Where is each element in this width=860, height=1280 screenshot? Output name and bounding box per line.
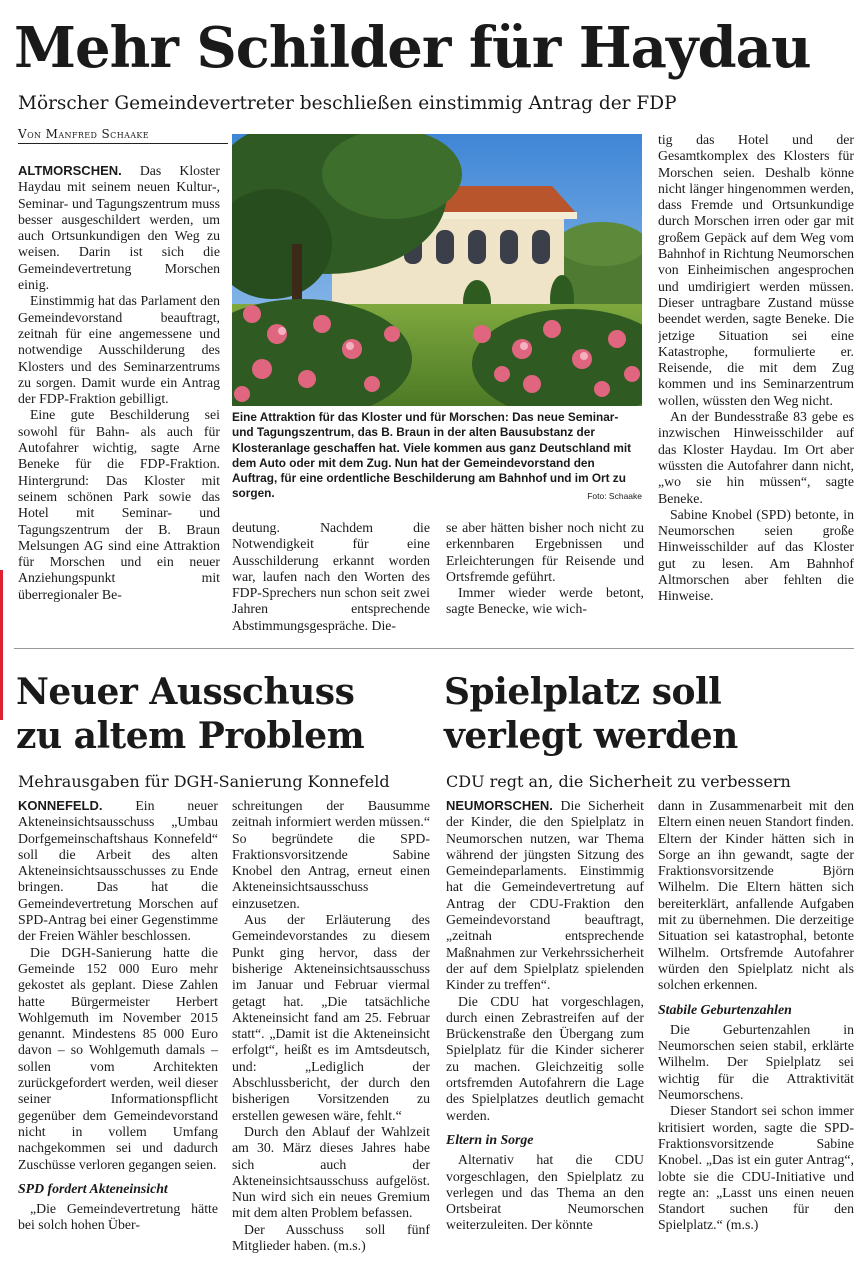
article3-column-2 bbox=[658, 798, 854, 1273]
article1-column-3 bbox=[446, 520, 644, 635]
headline-line: verlegt werden bbox=[444, 715, 738, 757]
paragraph bbox=[18, 798, 218, 945]
headline-line: Spielplatz soll bbox=[444, 671, 722, 713]
paragraph: Aus der Erläuterung des Gemeindevorstandes zu diesem Punkt ging hervor, dass der bisherige Akteneinsichtsausschuss im Januar und Februar viermal getagt hat. „Die tatsächliche Akteneinsicht fand am 25. Februar statt“. „Damit ist die Akteneinsicht erfolgt“, heißt es im Amtsdeutsch, und: „Lediglich der Abschlussbericht, der durch den bisherigen Vorsitzenden zu erstellen gewesen wäre, fehlt.“ bbox=[232, 912, 430, 1123]
article2-subhead: SPD fordert Akteneinsicht bbox=[18, 1180, 168, 1196]
article2-subheadline: Mehrausgaben für DGH-Sanierung Konnefeld bbox=[18, 772, 390, 791]
article2-column-1 bbox=[18, 798, 218, 1273]
photo-caption bbox=[232, 410, 642, 505]
article3-subheadline: CDU regt an, die Sicherheit zu verbessern bbox=[446, 772, 791, 791]
headline-line: zu altem Problem bbox=[16, 715, 365, 757]
paragraph-text: Die Sicherheit der Kinder, die den Spielplatz in Neumorschen nutzen, war Thema während der jüngsten Sitzung des Gemeindeparlaments. Einstimmig hat die Gemeindevertretung auf Antrag der CDU-Fraktion den Gemeindevorstand beauftragt, „zeitnah entsprechende Maßnahmen zur Verkehrssicherheit der auf dem Spielplatz spielenden Kinder zu treffen“. bbox=[446, 798, 644, 993]
paragraph: Alternativ hat die CDU vorgeschlagen, den Spielplatz zu verlegen und das Thema an den Ortsbeirat Neumorschen weiterzuleiten. Der könnte bbox=[446, 1152, 644, 1233]
paragraph bbox=[18, 163, 220, 293]
article1-byline: Von Manfred Schaake bbox=[18, 127, 228, 144]
photo-credit: Foto: Schaake bbox=[587, 491, 642, 502]
article3-headline bbox=[444, 670, 854, 758]
paragraph: Die DGH-Sanierung hatte die Gemeinde 152 000 Euro mehr gekostet als geplant. Diese Zahlen hatte Bürgermeister Herbert Wohlgemuth im November 2015 genannt. Mindestens 85 000 Euro davon – so Wohlgemuth damals – sollen vom Architekten zurückgefordert werden, weil dieser seiner Informationspflicht gegenüber dem Gemeindevorstand nicht in vollem Umfang nachgekommen sei und dadurch Zuschüsse verloren gegangen seien. bbox=[18, 944, 218, 1172]
paragraph-text: Das Kloster Haydau mit seinem neuen Kultur-, Seminar- und Tagungszentrum muss besser ausgeschildert werden, um auch Ortsunkundigen den Weg zu weisen. Darin ist sich die Gemeindevertretung Morschen einig. bbox=[18, 163, 220, 293]
paragraph: An der Bundesstraße 83 gebe es inzwischen Hinweisschilder auf das Kloster Haydau. Im Ort aber wüssten die Autofahrer dann nicht, „wo sie hin müssen“, sagte Beneke. bbox=[658, 409, 854, 506]
article2-column-2 bbox=[232, 798, 430, 1273]
paragraph-text: Ein neuer Akteneinsichtsausschuss „Umbau Dorfgemeinschaftshaus Konnefeld“ soll die Arbeit des alten Akteneinsichtsausschusses zu Ende bringen. Das hat die Gemeindevertretung Morschen auf SPD-Antrag bei einer Gegenstimme der Freien Wähler beschlossen. bbox=[18, 798, 218, 944]
photo-illustration bbox=[232, 134, 642, 406]
paragraph: deutung. Nachdem die Notwendigkeit für eine Ausschilderung erkannt worden war, laufen nach den Worten des FDP-Sprechers nun schon seit zwei Jahren entsprechende Abstimmungsgespräche. Die- bbox=[232, 520, 430, 633]
article3-column-1 bbox=[446, 798, 644, 1273]
caption-text: Eine Attraktion für das Kloster und für Morschen: Das neue Seminar- und Tagungszentrum, das B. Braun in der alten Bausubstanz der Klosteranlage geschaffen hat. Viele kommen aus ganz Deutschland mit dem Auto oder mit dem Zug. Nun hat der Gemeindevorstand den Auftrag, für eine ordentliche Beschilderung am Bahnhof und im Ort zu sorgen. bbox=[232, 410, 632, 501]
article1-subheadline: Mörscher Gemeindevertreter beschließen einstimmig Antrag der FDP bbox=[18, 93, 677, 114]
paragraph: tig das Hotel und der Gesamtkomplex des Klosters für Morschen seien. Deshalb könne nicht länger hingenommen werden, dass Fremde und Ortsunkundige durch Morschen irren oder gar mit großem Gepäck auf dem Weg vom Bahnhof in Richtung Neumorschen von Einheimischen angesprochen und umdirigiert werden müssen. Dieser untragbare Zustand müsse beendet werden, sagte Beneke. Die jetzige Situation sei eine Katastrophe, formulierte er. Reisende, die mit dem Zug kommen und ins Seminarzentrum wollen, wüssten den Weg nicht. bbox=[658, 132, 854, 408]
paragraph bbox=[446, 798, 644, 994]
paragraph: se aber hätten bisher noch nicht zu erkennbaren Ergebnissen und Erleichterungen für Reisende und Ortsfremde geführt. bbox=[446, 520, 644, 584]
paragraph: Der Ausschuss soll fünf Mitglieder haben. (m.s.) bbox=[232, 1221, 430, 1254]
paragraph: Die CDU hat vorgeschlagen, durch einen Zebrastreifen auf der Brückenstraße den Übergang zum Spielplatz für die Kinder sicherer zu machen. Gleichzeitig solle ortsfremden Autofahrern die Lage des Spielplatzes deutlich gemacht werden. bbox=[446, 993, 644, 1123]
paragraph: Einstimmig hat das Parlament den Gemeindevorstand beauftragt, zeitnah für eine angemessene und notwendige Ausschilderung des Klosters und des Seminarzentrums zu sorgen. Damit wurde ein Antrag der FDP-Fraktion gebilligt. bbox=[18, 293, 220, 407]
paragraph: dann in Zusammenarbeit mit den Eltern einen neuen Standort finden. Eltern der Kinder hätten sich in Sorge an ihn gewandt, sagte der Fraktionsvorsitzende Björn Wilhelm. Die Eltern hätten sich bereiterklärt, anfallende Aufgaben mit zu übernehmen. Die derzeitige Situation sei katastrophal, betonte Wilhelm. Ortsfremde Autofahrer würden den Spielplatz nicht als solchen erkennen. bbox=[658, 798, 854, 993]
article3-subhead: Stabile Geburtenzahlen bbox=[658, 1001, 792, 1017]
kloster-haydau-photo bbox=[232, 134, 642, 406]
paragraph: schreitungen der Bausumme zeitnah informiert werden müssen.“ So begründete die SPD-Fraktionsvorsitzende Sabine Knobel den Antrag, erneut einen Akteneinsichtsausschuss einzusetzen. bbox=[232, 798, 430, 911]
paragraph: Die Geburtenzahlen in Neumorschen seien stabil, erklärte Wilhelm. Der Spielplatz sei wichtig für die Attraktivität Neumorschens. bbox=[658, 1021, 854, 1103]
paragraph: Durch den Ablauf der Wahlzeit am 30. März dieses Jahres habe sich auch der Akteneinsichtsausschuss aufgelöst. Nun wird sich ein neues Gremium mit dem alten Problem befassen. bbox=[232, 1123, 430, 1221]
dateline: KONNEFELD. bbox=[18, 798, 103, 813]
dateline: NEUMORSCHEN. bbox=[446, 798, 553, 813]
paragraph: Eine gute Beschilderung sei sowohl für Bahn- als auch für Autofahrer wichtig, sagte Arne Beneke für die FDP-Fraktion. Hintergrund: Das Kloster mit seinem schönen Park sowie das Hotel mit Seminar- und Tagungszentrum der B. Braun Melsungen AG sind eine Attraktion für Morschen und ein neuer Anziehungspunkt mit überregionaler Be- bbox=[18, 407, 220, 602]
article1-column-1 bbox=[18, 163, 220, 633]
article2-headline bbox=[16, 670, 426, 758]
article1-headline: Mehr Schilder für Haydau bbox=[14, 15, 811, 81]
paragraph: Dieser Standort sei schon immer kritisiert worden, sagte die SPD-Fraktionsvorsitzende Sabine Knobel. „Das ist ein guter Antrag“, lobte sie die CDU-Initiative und regte an: „Lasst uns einen neuen Standort suchen für den Spielplatz.“ (m.s.) bbox=[658, 1103, 854, 1233]
headline-line: Neuer Ausschuss bbox=[16, 671, 355, 713]
article3-subhead: Eltern in Sorge bbox=[446, 1131, 534, 1147]
article1-column-4 bbox=[658, 132, 854, 637]
article1-column-2 bbox=[232, 520, 430, 635]
section-divider bbox=[14, 648, 854, 649]
margin-marker bbox=[0, 570, 3, 720]
paragraph: Immer wieder werde betont, sagte Benecke, wie wich- bbox=[446, 585, 644, 617]
paragraph: „Die Gemeindevertretung hätte bei solch hohen Über- bbox=[18, 1201, 218, 1233]
paragraph: Sabine Knobel (SPD) betonte, in Neumorschen seien große Hinweisschilder auf das Kloster gut zu lesen. Am Bahnhof Altmorschen aber fehlten die Hinweise. bbox=[658, 506, 854, 604]
dateline: ALTMORSCHEN. bbox=[18, 163, 122, 178]
